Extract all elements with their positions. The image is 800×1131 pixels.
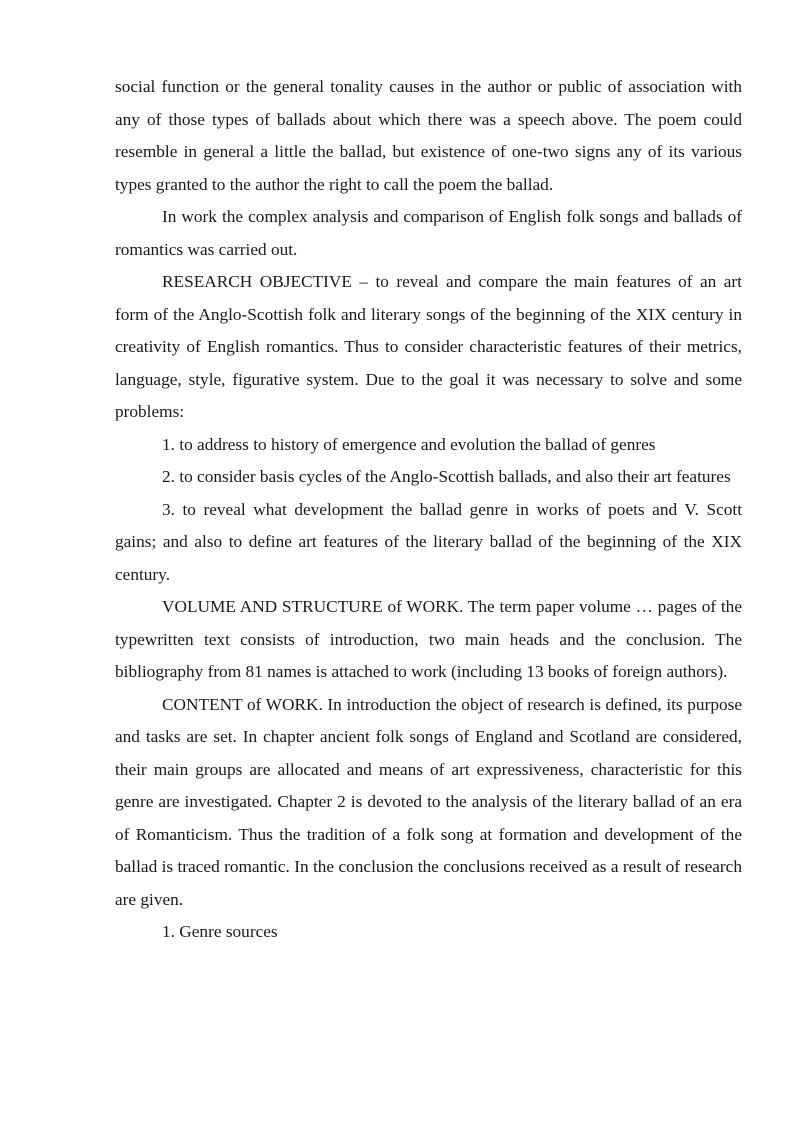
section-heading-genre-sources: 1. Genre sources xyxy=(162,922,278,941)
paragraph-continuation: social function or the general tonality causes in the author or public of association with any of those types of ballads about which there was a speech above. The poem could resemble in general a little the ballad, but existence of one-two signs any of its various types granted to the author the right to call the poem the ballad. xyxy=(115,77,742,194)
paragraph-volume-structure: VOLUME AND STRUCTURE of WORK. The term paper volume … pages of the typewritten text consists of introduction, two main heads and the conclusion. The bibliography from 81 names is attached to work (including 13 books of foreign authors). xyxy=(115,597,742,681)
list-item-task-3: 3. to reveal what development the ballad genre in works of poets and V. Scott gains; and also to define art features of the literary ballad of the beginning of the XIX century. xyxy=(115,499,742,584)
document-page xyxy=(115,71,742,949)
paragraph-content-of-work: CONTENT of WORK. In introduction the object of research is defined, its purpose and tasks are set. In chapter ancient folk songs of England and Scotland are considered, their main groups are allocated and means of art expressiveness, characteristic for this genre are investigated. Chapter 2 is devoted to the analysis of the literary ballad of an era of Romanticism. Thus the tradition of a folk song at formation and development of the ballad is traced romantic. In the conclusion the conclusions received as a result of research are given. xyxy=(115,694,742,909)
paragraph-analysis-summary: In work the complex analysis and comparison of English folk songs and ballads of romantics was carried out. xyxy=(115,207,742,259)
paragraph-research-objective: RESEARCH OBJECTIVE – to reveal and compare the main features of an art form of the Anglo-Scottish folk and literary songs of the beginning of the XIX century in creativity of English romantics. Thus to consider characteristic features of their metrics, language, style, figurative system. Due to the goal it was necessary to solve and some problems: xyxy=(115,272,742,421)
list-item-task-2: 2. to consider basis cycles of the Anglo-Scottish ballads, and also their art features xyxy=(162,467,731,486)
list-item-task-1: 1. to address to history of emergence and evolution the ballad of genres xyxy=(162,434,656,454)
